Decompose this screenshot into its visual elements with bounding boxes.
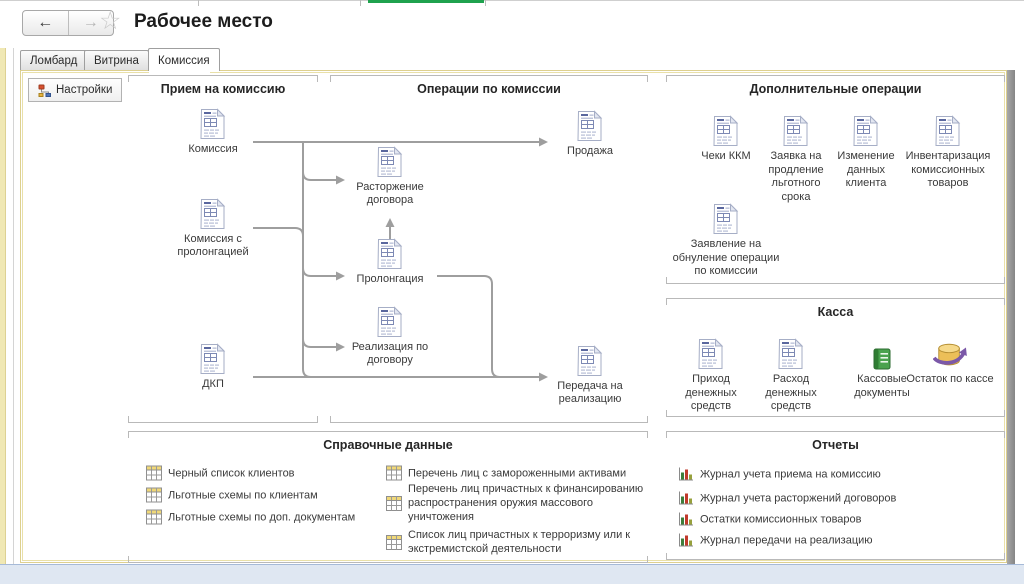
sprav-item-terrorizm[interactable]: [386, 528, 660, 556]
active-app-tab-strip: [368, 0, 484, 3]
table-icon: [386, 535, 402, 550]
document-icon: [935, 115, 961, 147]
tab-lombard[interactable]: Ломбард: [20, 50, 87, 70]
group-priem-title: Прием на комиссию: [160, 82, 286, 96]
flow-node-label: Реализация по договору: [351, 341, 429, 366]
group-dop-title: Дополнительные операции: [749, 82, 922, 96]
kassa-item-prihod[interactable]: [676, 338, 746, 414]
table-icon: [386, 496, 402, 511]
table-icon: [146, 488, 162, 503]
report-item-label: Журнал передачи на реализацию: [700, 534, 873, 546]
report-item-rastorzheniya[interactable]: [678, 491, 896, 506]
sprav-item-zamorozhennye[interactable]: [386, 466, 626, 481]
document-icon: [783, 115, 809, 147]
dop-item-label: Инвентаризация комиссионных товаров: [905, 150, 991, 189]
table-icon: [146, 510, 162, 525]
sprav-item-label: Льготные схемы по доп. документам: [168, 511, 356, 523]
report-chart-icon: [678, 533, 694, 548]
group-sprav-title: Справочные данные: [323, 438, 453, 452]
sprav-item-label: Черный список клиентов: [168, 467, 295, 479]
top-tab-separator: [485, 0, 486, 6]
flow-node-komissiya[interactable]: [158, 108, 268, 156]
form-left-line: [13, 48, 14, 565]
dop-item-label: Изменение данных клиента: [837, 150, 895, 189]
report-item-label: Остатки комиссионных товаров: [700, 513, 862, 525]
flow-node-prodazha[interactable]: [535, 110, 645, 158]
document-icon: [377, 146, 403, 178]
kassa-item-label: Приход денежных средств: [685, 373, 737, 412]
dop-item-izmenenie[interactable]: [826, 115, 906, 191]
favorite-star-icon[interactable]: ☆: [99, 7, 122, 35]
report-item-label: Журнал учета приема на комиссию: [700, 468, 881, 480]
document-icon: [377, 238, 403, 270]
kassa-item-label: Кассовые документы: [854, 373, 910, 399]
settings-button-label: Настройки: [56, 84, 113, 96]
back-button[interactable]: ←: [23, 11, 69, 35]
page-title: Рабочее место: [134, 11, 273, 32]
report-item-priem[interactable]: [678, 467, 881, 482]
flow-node-rastorzhenie[interactable]: [335, 146, 445, 207]
document-icon: [200, 343, 226, 375]
document-icon: [713, 115, 739, 147]
tab-vitrina[interactable]: Витрина: [84, 50, 149, 70]
flow-node-label: Комиссия с пролонгацией: [177, 233, 249, 258]
flow-node-label: Продажа: [567, 145, 613, 157]
form-left-accent: [0, 48, 6, 565]
sprav-item-label: Список лиц причастных к терроризму или к экстремистской деятельности: [408, 529, 631, 555]
settings-button[interactable]: [28, 78, 122, 102]
flow-node-peredacha[interactable]: [535, 345, 645, 406]
flow-node-dkp[interactable]: [158, 343, 268, 391]
sprav-item-lgoty-klienty[interactable]: [146, 488, 318, 503]
document-icon: [778, 338, 804, 370]
group-kassa-title: Касса: [817, 305, 854, 319]
dop-item-zayavlenie[interactable]: [671, 203, 781, 279]
report-item-peredacha[interactable]: [678, 533, 873, 548]
dop-item-inventarizaciya[interactable]: [898, 115, 998, 191]
sprav-item-finansirovanie[interactable]: [386, 482, 660, 524]
top-border: [0, 0, 1024, 1]
table-icon: [146, 466, 162, 481]
top-tab-separator: [360, 0, 361, 6]
journal-icon: [872, 348, 892, 370]
report-chart-icon: [678, 467, 694, 482]
window-bottom-bar: [0, 564, 1024, 584]
tab-komissiya[interactable]: Комиссия: [148, 48, 220, 71]
flow-node-label: Комиссия: [188, 143, 238, 155]
flow-node-label: ДКП: [202, 378, 224, 390]
top-tab-separator: [198, 0, 199, 6]
report-item-label: Журнал учета расторжений договоров: [700, 492, 897, 504]
sprav-item-black-list[interactable]: [146, 466, 295, 481]
flow-node-prolongaciya[interactable]: [335, 238, 445, 286]
document-icon: [853, 115, 879, 147]
group-operacii-title: Операции по комиссии: [417, 82, 561, 96]
flow-node-komissiya-prolongaciya[interactable]: [158, 198, 268, 259]
document-icon: [713, 203, 739, 235]
document-icon: [200, 198, 226, 230]
forward-button[interactable]: →: [82, 14, 99, 31]
dop-item-label: Заявление на обнуление операции по комиссии: [672, 238, 780, 277]
sprav-item-label: Льготные схемы по клиентам: [168, 489, 318, 501]
document-icon: [698, 338, 724, 370]
document-icon: [577, 345, 603, 377]
table-icon: [386, 466, 402, 481]
sprav-item-label: Перечень лиц причастных к финансированию распространения оружия массового уничтожения: [408, 483, 644, 523]
dop-item-zayavka[interactable]: [756, 115, 836, 204]
group-otchety-title: Отчеты: [812, 438, 859, 452]
flow-node-label: Пролонгация: [356, 273, 424, 285]
flow-node-label: Передача на реализацию: [557, 380, 623, 405]
sprav-item-label: Перечень лиц с замороженными активами: [408, 467, 627, 479]
flow-node-realizaciya[interactable]: [335, 306, 445, 367]
report-chart-icon: [678, 512, 694, 527]
cash-register-icon: [933, 340, 967, 370]
document-icon: [577, 110, 603, 142]
report-item-ostatki[interactable]: [678, 512, 861, 527]
flow-node-label: Расторжение договора: [356, 181, 424, 206]
document-icon: [200, 108, 226, 140]
sprav-item-lgoty-dokumenty[interactable]: [146, 510, 355, 525]
kassa-item-ostatok[interactable]: [905, 338, 995, 387]
dop-item-label: Чеки ККМ: [701, 150, 751, 162]
kassa-item-label: Остаток по кассе: [906, 373, 994, 385]
document-icon: [377, 306, 403, 338]
settings-icon: [38, 84, 51, 97]
window-right-shadow: [1007, 70, 1015, 564]
report-chart-icon: [678, 491, 694, 506]
kassa-item-rashod[interactable]: [756, 338, 826, 414]
kassa-item-label: Расход денежных средств: [765, 373, 817, 412]
dop-item-label: Заявка на продление льготного срока: [768, 150, 824, 203]
